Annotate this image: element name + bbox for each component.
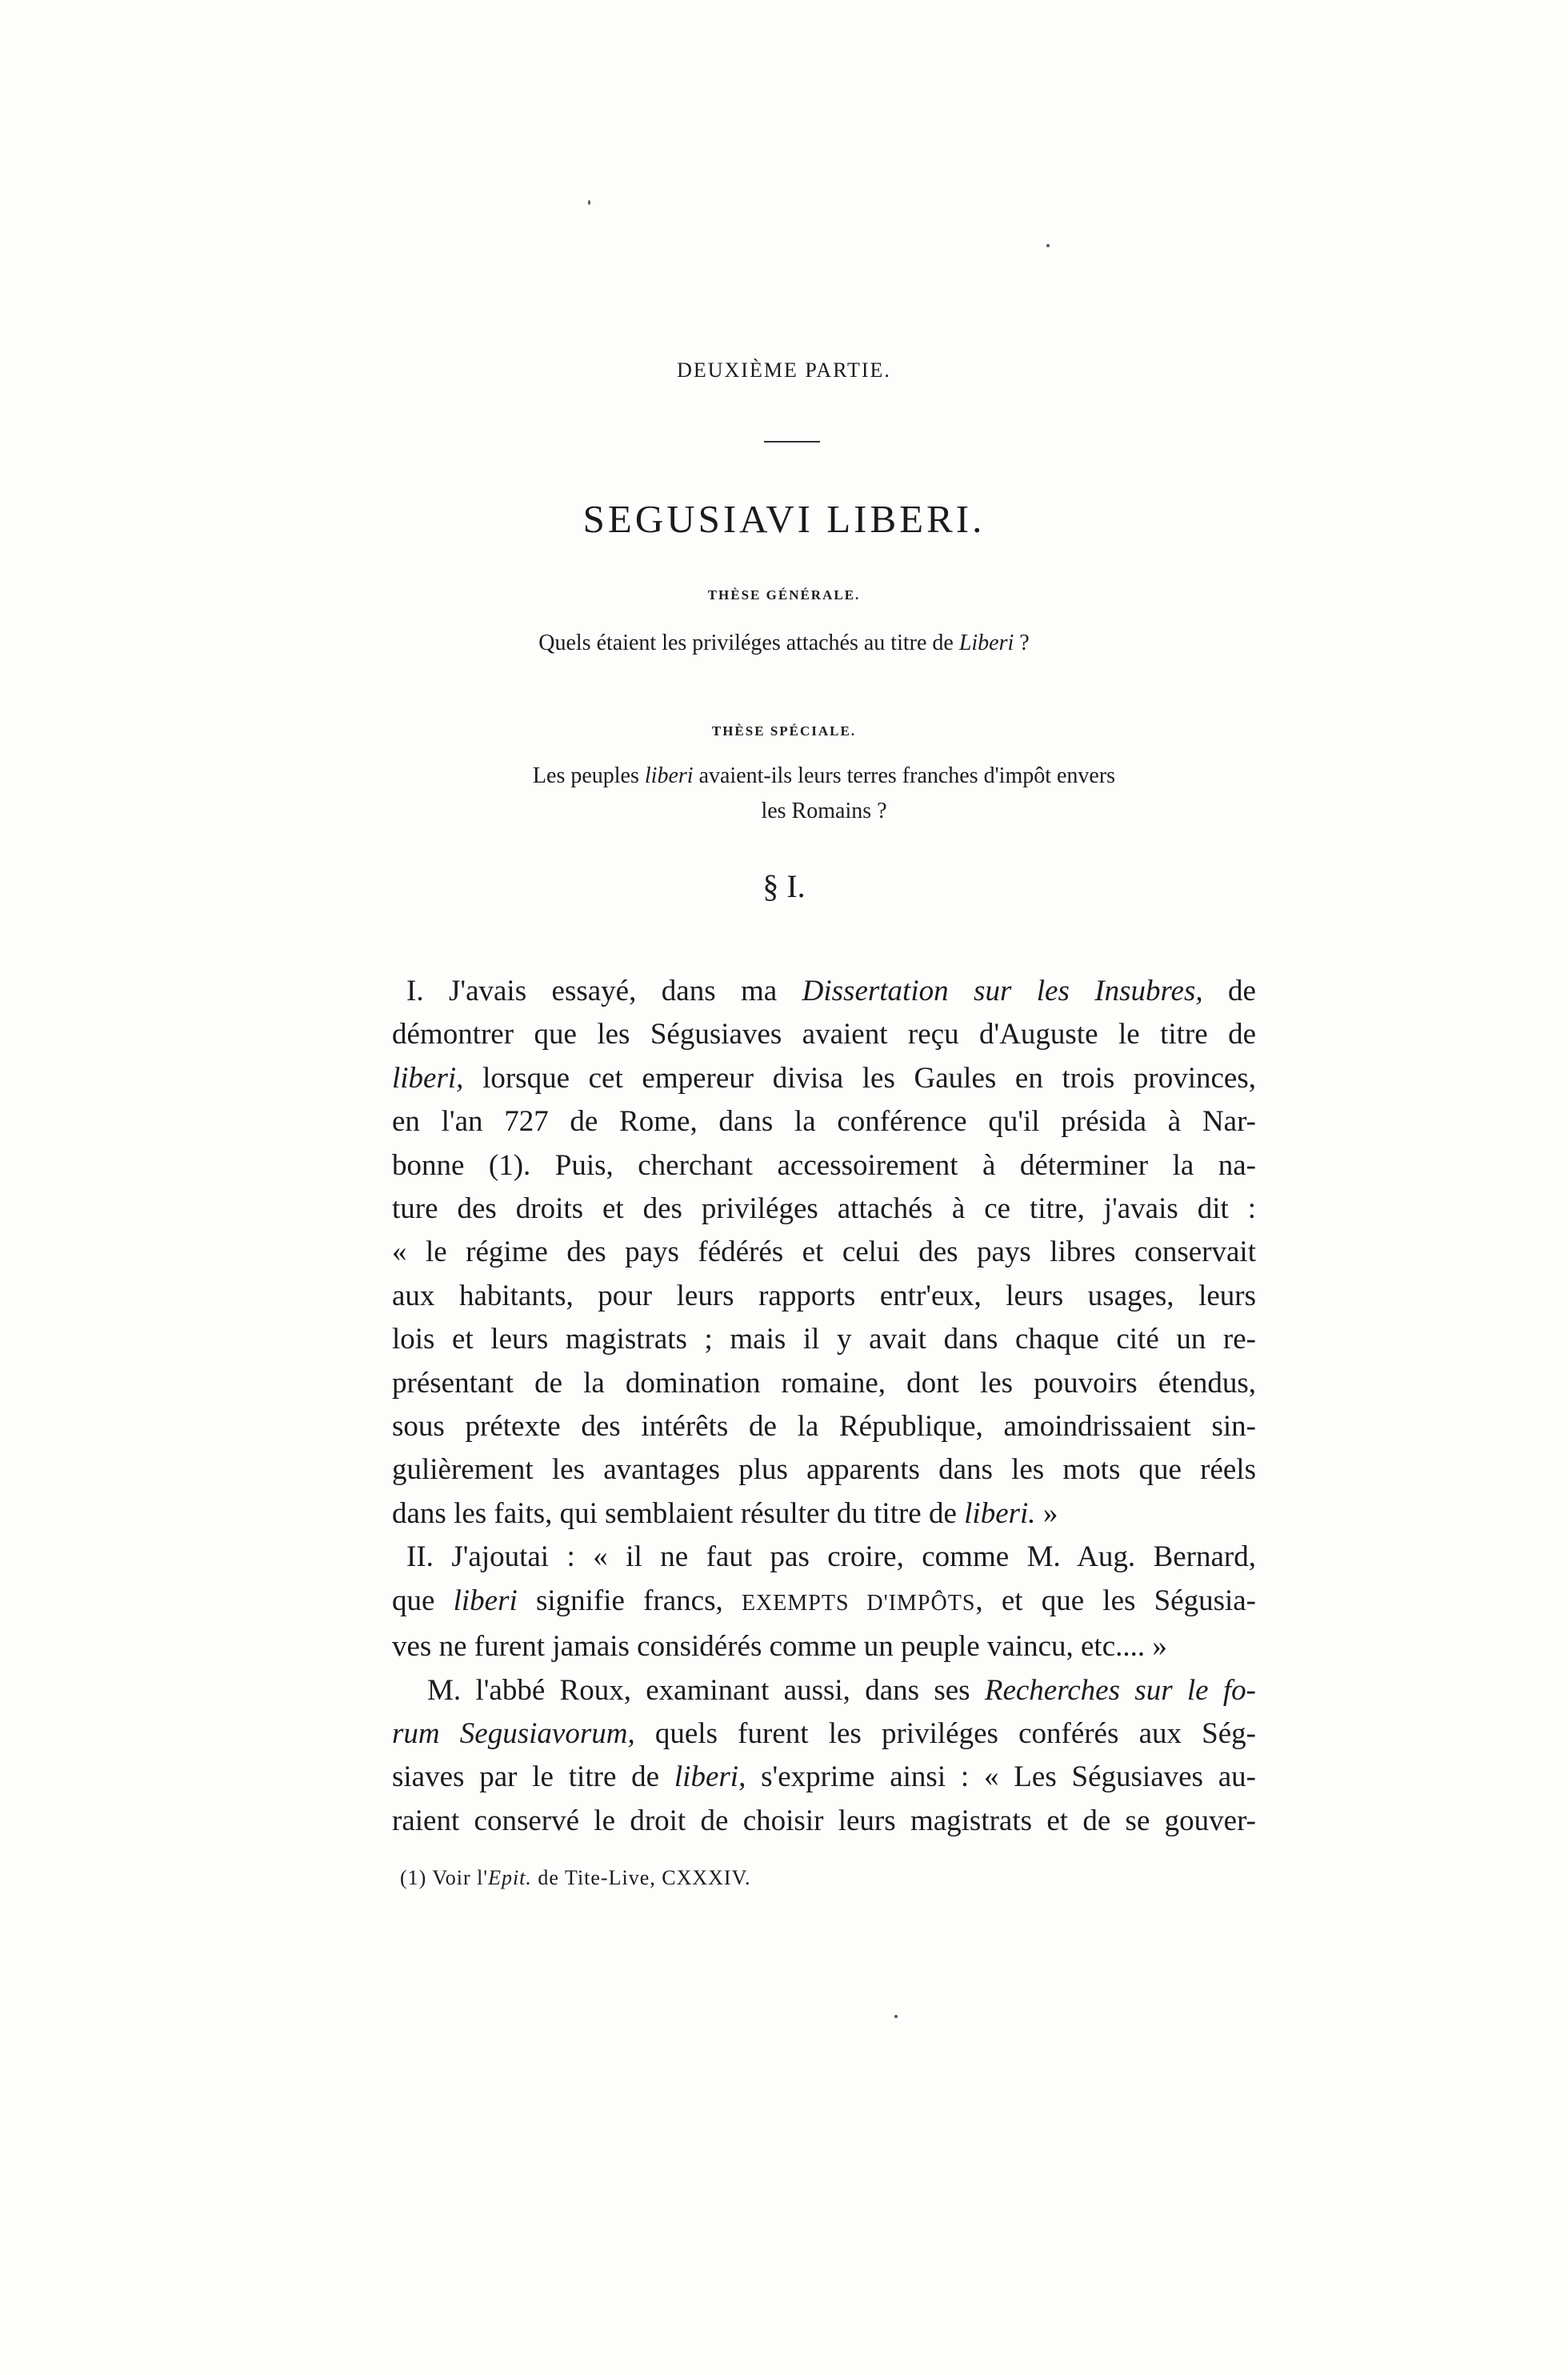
text-run: M. l'abbé Roux, examinant aussi, dans ses — [427, 1673, 985, 1707]
text-line: II. J'ajoutai : « il ne faut pas croire, comme M. Aug. Bernard, — [406, 1540, 1256, 1574]
text-line — [392, 1492, 1256, 1536]
these-speciale-question — [416, 759, 1232, 829]
italic-run: liberi, — [674, 1760, 746, 1794]
question-text: avaient-ils leurs terres franches d'impôt envers — [693, 763, 1116, 788]
these-generale-question — [0, 631, 1568, 656]
text-run: s'exprime ainsi : « Les Ségusiaves au- — [746, 1760, 1257, 1794]
text-run: I. J'avais essayé, dans ma — [406, 975, 802, 1007]
text-run: (1) Voir l' — [400, 1866, 489, 1889]
text-line — [392, 970, 1256, 1013]
text-run: dans les faits, qui semblaient résulter du titre de — [392, 1496, 965, 1530]
text-line: lois et leurs magistrats ; mais il y avait dans chaque cité un re- — [392, 1323, 1256, 1356]
text-run: » — [1035, 1496, 1058, 1530]
text-line: ves ne furent jamais considérés comme un peuple vaincu, etc.... » — [392, 1630, 1167, 1664]
italic-run: rum Segusiavorum, — [392, 1716, 635, 1750]
text-line: ture des droits et des priviléges attachés à ce titre, j'avais dit : — [392, 1192, 1256, 1226]
page-title: SEGUSIAVI LIBERI. — [582, 497, 986, 541]
text-line — [392, 1712, 1256, 1756]
text-run: de — [1202, 975, 1256, 1007]
text-line — [392, 1057, 1256, 1100]
text-run: quels furent les priviléges conférés aux Ség- — [634, 1716, 1256, 1750]
text-line: bonne (1). Puis, cherchant accessoirement à déterminer la na- — [392, 1148, 1256, 1182]
italic-run: liberi. — [964, 1496, 1036, 1530]
italic-run: liberi — [453, 1584, 518, 1617]
text-run: , et que les Ségusia- — [975, 1584, 1256, 1617]
text-line: sous prétexte des intérêts de la République, amoindrissaient sin- — [392, 1410, 1256, 1444]
italic-run: liberi, — [392, 1061, 464, 1095]
text-line: aux habitants, pour leurs rapports entr'eux, leurs usages, leurs — [392, 1279, 1256, 1312]
paper-speck — [1046, 244, 1050, 247]
question-line-2: les Romains ? — [761, 799, 887, 823]
text-line: en l'an 727 de Rome, dans la conférence qu'il présida à Nar- — [392, 1105, 1256, 1139]
text-line — [392, 1756, 1256, 1799]
section-mark: § I. — [762, 868, 806, 904]
paper-speck — [588, 200, 590, 205]
text-run: siaves par le titre de — [392, 1760, 674, 1794]
italic-run: Epit. — [488, 1866, 532, 1889]
text-line: « le régime des pays fédérés et celui des pays libres conservait — [392, 1236, 1256, 1269]
text-line: gulièrement les avantages plus apparents dans les mots que réels — [392, 1453, 1256, 1487]
question-emphasis: Liberi — [958, 631, 1014, 655]
these-generale-label: THÈSE GÉNÉRALE. — [707, 587, 861, 603]
footnote — [400, 1866, 751, 1890]
text-line — [392, 1580, 1256, 1625]
text-run: signifie francs, — [517, 1584, 742, 1617]
text-line: démontrer que les Ségusiaves avaient reçu d'Auguste le titre de — [392, 1018, 1256, 1051]
question-text: Les peuples — [532, 763, 645, 788]
paper-speck — [894, 2015, 898, 2018]
text-line: présentant de la domination romaine, dont les pouvoirs étendus, — [392, 1366, 1256, 1400]
italic-run: Dissertation sur les Insubres, — [802, 975, 1203, 1007]
body-text — [392, 970, 1256, 1843]
question-text-end: ? — [1014, 631, 1030, 655]
text-run: lorsque cet empereur divisa les Gaules en trois provinces, — [463, 1061, 1256, 1095]
part-heading: DEUXIÈME PARTIE. — [677, 358, 891, 382]
question-text: Quels étaient les priviléges attachés au titre de — [538, 631, 959, 655]
text-line: raient conservé le droit de choisir leurs magistrats et de se gouver- — [392, 1804, 1256, 1837]
small-caps-run: EXEMPTS D'IMPÔTS — [741, 1590, 976, 1616]
italic-run: Recherches sur le fo- — [984, 1673, 1256, 1707]
title-divider — [764, 441, 820, 443]
question-emphasis: liberi — [644, 763, 694, 788]
text-line — [392, 1669, 1256, 1712]
text-run: que — [392, 1584, 454, 1617]
text-run: de Tite-Live, CXXXIV. — [531, 1866, 751, 1889]
question-line-1 — [416, 759, 1232, 794]
these-speciale-label: THÈSE SPÉCIALE. — [711, 723, 857, 739]
